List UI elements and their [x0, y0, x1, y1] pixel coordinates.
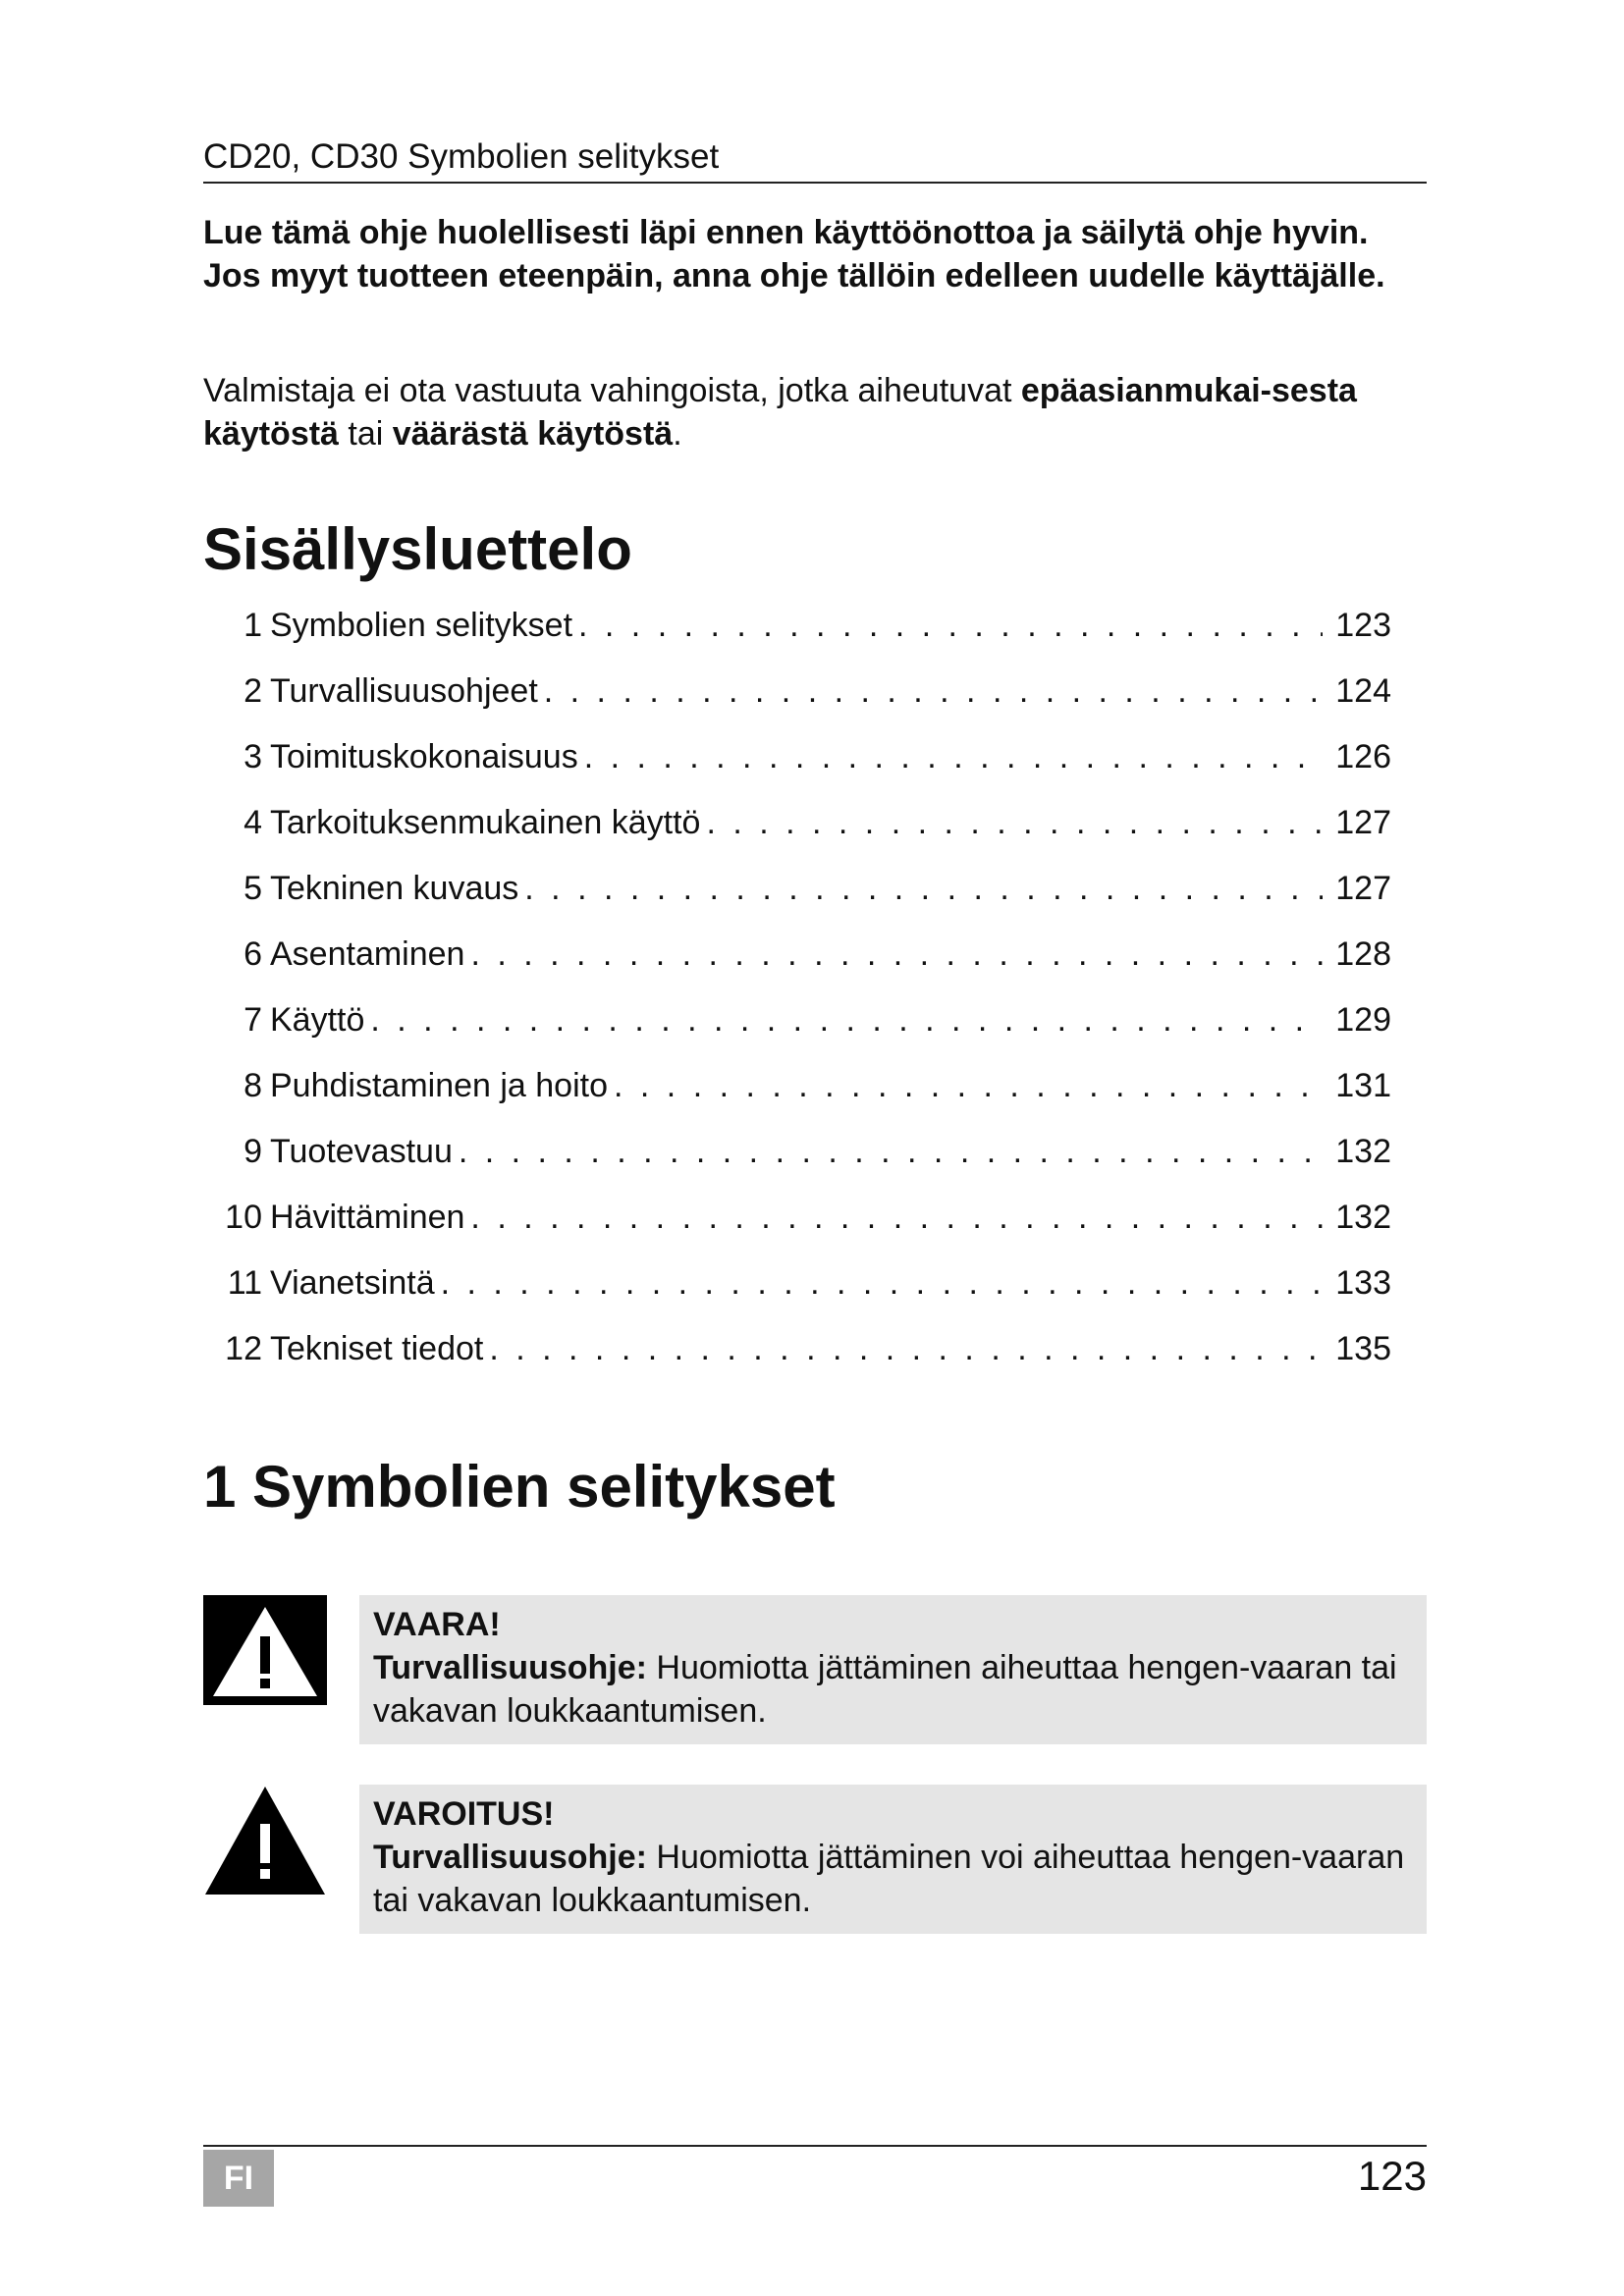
- toc-entry-number: 11: [227, 1264, 262, 1302]
- toc-leader-dots: [584, 735, 1323, 778]
- danger-notice: [359, 1595, 1427, 1744]
- toc-entry-page: 132: [1335, 1133, 1391, 1170]
- liability-text-1: Valmistaja ei ota vastuuta vahingoista, jotka aiheutuvat: [203, 372, 1021, 409]
- toc-entry[interactable]: [203, 998, 1391, 1064]
- intro-bold-paragraph: Lue tämä ohje huolellisesti läpi ennen käyttöönottoa ja säilytä ohje hyvin. Jos myyt tuotteen eteenpäin, anna ohje tällöin edelleen uudelle käyttäjälle.: [203, 214, 1385, 294]
- toc-entry-number: 5: [244, 870, 262, 907]
- toc-entry-title: Tekninen kuvaus: [270, 870, 519, 907]
- toc-entry-number: 8: [244, 1067, 262, 1104]
- toc-leader-dots: [459, 1130, 1323, 1173]
- liability-bold-1: epäasianmukai-sesta käytöstä: [203, 372, 1357, 453]
- notice-label: VAARA!: [373, 1606, 501, 1643]
- toc-leader-dots: [470, 1196, 1323, 1239]
- warning-triangle-icon: [203, 1785, 327, 1896]
- toc-entry[interactable]: [203, 867, 1391, 933]
- toc-entry-title: Hävittäminen: [270, 1199, 465, 1236]
- toc-entry-title: Tekniset tiedot: [270, 1330, 484, 1367]
- toc-entry-title: Käyttö: [270, 1001, 365, 1039]
- toc-entry[interactable]: [203, 604, 1391, 669]
- toc-entry[interactable]: [203, 1064, 1391, 1130]
- toc-leader-dots: [470, 933, 1323, 976]
- toc-entry-page: 133: [1335, 1264, 1391, 1302]
- notice-label: VAROITUS!: [373, 1795, 555, 1833]
- toc-entry[interactable]: [203, 1261, 1391, 1327]
- toc-entry-title: Toimituskokonaisuus: [270, 738, 578, 775]
- danger-warning-icon: [203, 1595, 327, 1705]
- toc-entry-page: 135: [1335, 1330, 1391, 1367]
- toc-entry-page: 132: [1335, 1199, 1391, 1236]
- liability-paragraph: [203, 369, 1427, 455]
- toc-entry-number: 7: [244, 1001, 262, 1039]
- toc-entry-page: 129: [1335, 1001, 1391, 1039]
- toc-entry[interactable]: [203, 1327, 1391, 1393]
- toc-entry-page: 127: [1335, 804, 1391, 841]
- toc-leader-dots: [370, 998, 1323, 1041]
- toc-entry[interactable]: [203, 801, 1391, 867]
- toc-entry-number: 6: [244, 935, 262, 973]
- liability-bold-2: väärästä käytöstä: [392, 415, 674, 453]
- toc-entry-number: 9: [244, 1133, 262, 1170]
- toc-entry-title: Tuotevastuu: [270, 1133, 453, 1170]
- toc-entry-title: Vianetsintä: [270, 1264, 435, 1302]
- toc-entry[interactable]: [203, 1130, 1391, 1196]
- toc-leader-dots: [544, 669, 1323, 713]
- toc-entry-title: Tarkoituksenmukainen käyttö: [270, 804, 701, 841]
- toc-leader-dots: [524, 867, 1323, 910]
- toc-entry-title: Symbolien selitykset: [270, 607, 573, 644]
- notice-text: Turvallisuusohje: Huomiotta jättäminen voi aiheuttaa hengen-vaaran tai vakavan loukkaantumisen.: [373, 1839, 1405, 1919]
- toc-entry[interactable]: [203, 669, 1391, 735]
- toc-entry-page: 126: [1335, 738, 1391, 775]
- toc-entry-page: 124: [1335, 672, 1391, 710]
- toc-entry-number: 1: [244, 607, 262, 644]
- toc-entry-page: 128: [1335, 935, 1391, 973]
- language-badge: FI: [203, 2150, 274, 2207]
- table-of-contents: [203, 604, 1391, 1393]
- toc-leader-dots: [441, 1261, 1323, 1305]
- section-heading: 1 Symbolien selitykset: [203, 1454, 836, 1520]
- toc-heading: Sisällysluettelo: [203, 516, 632, 582]
- toc-entry-number: 4: [244, 804, 262, 841]
- toc-entry[interactable]: [203, 735, 1391, 801]
- liability-text-3: .: [673, 415, 682, 453]
- toc-entry-page: 131: [1335, 1067, 1391, 1104]
- toc-entry-number: 12: [225, 1330, 262, 1367]
- toc-leader-dots: [706, 801, 1323, 844]
- toc-entry[interactable]: [203, 933, 1391, 998]
- toc-entry-title: Turvallisuusohjeet: [270, 672, 538, 710]
- toc-entry-number: 10: [225, 1199, 262, 1236]
- toc-entry-page: 127: [1335, 870, 1391, 907]
- notice-text: Turvallisuusohje: Huomiotta jättäminen aiheuttaa hengen-vaaran tai vakavan loukkaantumisen.: [373, 1649, 1397, 1730]
- toc-leader-dots: [489, 1327, 1323, 1370]
- toc-leader-dots: [614, 1064, 1323, 1107]
- page-number: 123: [1357, 2153, 1427, 2199]
- warning-notice: [359, 1785, 1427, 1934]
- footer-divider: [203, 2145, 1427, 2147]
- toc-entry-page: 123: [1335, 607, 1391, 644]
- toc-entry-title: Asentaminen: [270, 935, 465, 973]
- toc-entry-number: 2: [244, 672, 262, 710]
- toc-entry-title: Puhdistaminen ja hoito: [270, 1067, 609, 1104]
- toc-entry[interactable]: [203, 1196, 1391, 1261]
- toc-leader-dots: [578, 604, 1323, 647]
- liability-text-2: tai: [338, 415, 393, 453]
- toc-entry-number: 3: [244, 738, 262, 775]
- page-header: CD20, CD30 Symbolien selitykset: [203, 135, 1427, 184]
